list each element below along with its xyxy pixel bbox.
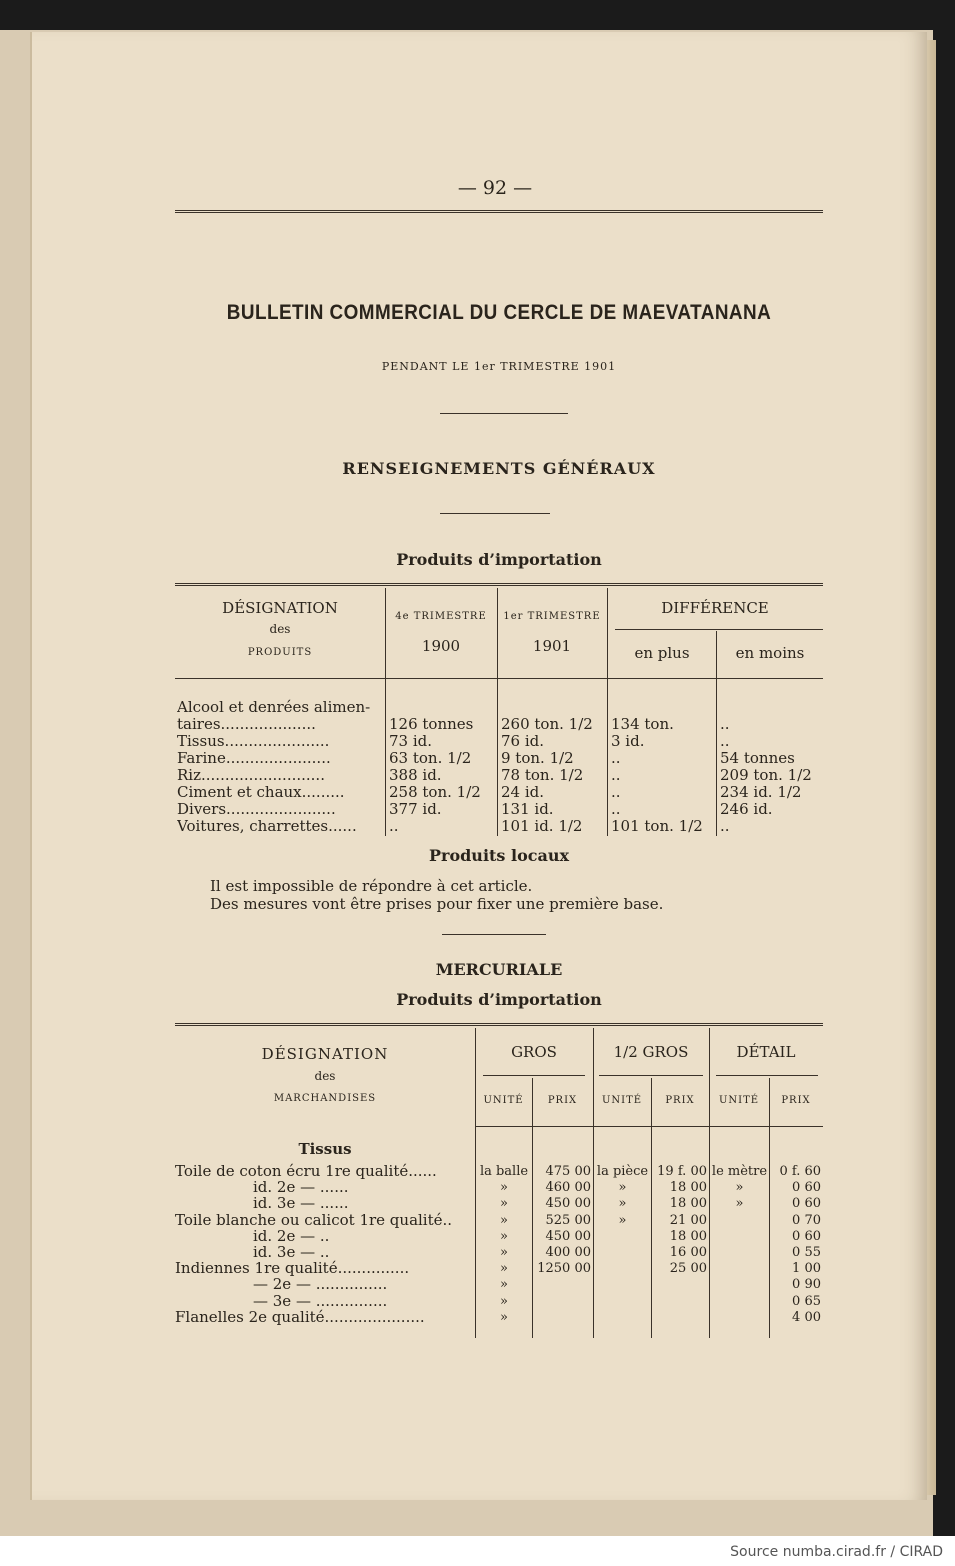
table-row — [175, 699, 823, 716]
table-row — [175, 1195, 823, 1212]
cell-q1: 24 id. — [501, 784, 545, 801]
header-difference: DIFFÉRENCE — [661, 599, 769, 617]
subheader-rule — [475, 1126, 823, 1127]
cell-plus: 101 ton. 1/2 — [611, 818, 703, 835]
scan-bottom-bar — [0, 1536, 955, 1566]
detail-underline — [716, 1075, 818, 1076]
cell-tu: le mètre — [711, 1164, 768, 1179]
cell-q1: 9 ton. 1/2 — [501, 750, 574, 767]
cell-moins: 209 ton. 1/2 — [720, 767, 812, 784]
header-prix: PRIX — [547, 1095, 578, 1106]
cell-dp: 19 f. 00 — [657, 1164, 707, 1179]
table-row — [175, 801, 823, 818]
cell-gu: la balle — [479, 1164, 529, 1179]
cell-gu: » — [500, 1212, 508, 1228]
header-q4: 4e TRIMESTRE — [395, 611, 487, 622]
cell-label: id. 3e — .. — [253, 1244, 330, 1261]
separator-rule — [442, 934, 546, 935]
local-heading: Produits locaux — [428, 846, 570, 865]
cell-tp: 1 00 — [792, 1261, 821, 1277]
cell-label: taires.................... — [177, 716, 316, 733]
header-q1-year: 1901 — [532, 637, 572, 655]
table-row — [175, 818, 823, 835]
table-row — [175, 1163, 823, 1180]
section-heading-general: RENSEIGNEMENTS GÉNÉRAUX — [342, 459, 656, 478]
table-row — [175, 1293, 823, 1310]
cell-label: Indiennes 1re qualité............... — [175, 1260, 410, 1278]
cell-tp: 0 60 — [792, 1180, 821, 1196]
cell-tp: 4 00 — [792, 1309, 821, 1325]
table-row — [175, 1212, 823, 1229]
cell-q4: 377 id. — [389, 801, 442, 818]
table-row — [175, 733, 823, 750]
scan-right-border — [933, 0, 955, 1566]
cell-moins: 246 id. — [720, 801, 773, 818]
table-row — [175, 750, 823, 767]
header-q1: 1er TRIMESTRE — [503, 611, 601, 622]
cell-q4: .. — [389, 818, 399, 835]
local-text-line-1: Il est impossible de répondre à cet article. — [210, 877, 533, 895]
cell-gp: 525 00 — [545, 1212, 591, 1228]
cell-dp: 18 00 — [669, 1180, 707, 1196]
cell-tp: 0 60 — [792, 1228, 821, 1244]
header-marchandises: MARCHANDISES — [273, 1093, 377, 1104]
cell-moins: 54 tonnes — [720, 750, 795, 767]
page-number: — 92 — — [457, 177, 533, 199]
cell-plus: .. — [611, 750, 621, 767]
header-q4-year: 1900 — [421, 637, 461, 655]
cell-tp: 0 f. 60 — [779, 1164, 821, 1179]
header-bottom-rule — [175, 678, 823, 679]
cell-label: Toile de coton écru 1re qualité...... — [175, 1163, 437, 1180]
cell-dp: 21 00 — [669, 1212, 707, 1228]
header-unite: UNITÉ — [601, 1095, 643, 1106]
table-row — [175, 784, 823, 801]
cell-tp: 0 55 — [792, 1245, 821, 1260]
header-des-2: des — [314, 1069, 336, 1083]
cell-label: — 3e — ............... — [253, 1292, 388, 1310]
cell-dp: 16 00 — [669, 1245, 707, 1260]
cell-gp: 460 00 — [545, 1180, 591, 1196]
cell-dp: 18 00 — [669, 1196, 707, 1212]
header-des: des — [269, 622, 291, 636]
cell-gp: 450 00 — [545, 1196, 591, 1212]
cell-gu: » — [500, 1196, 508, 1212]
header-demi-gros: 1/2 GROS — [613, 1043, 689, 1061]
table-row — [175, 716, 823, 733]
cell-q1: 131 id. — [501, 801, 554, 818]
difference-underline — [615, 629, 823, 630]
bulletin-subtitle: PENDANT LE 1er TRIMESTRE 1901 — [381, 360, 617, 373]
table-row — [175, 767, 823, 784]
header-designation: DÉSIGNATION — [222, 599, 338, 617]
cell-label: Flanelles 2e qualité..................... — [175, 1308, 425, 1326]
cell-label: id. 3e — ...... — [253, 1195, 349, 1213]
table-top-rule — [175, 1023, 823, 1026]
group-heading-tissus: Tissus — [298, 1140, 352, 1158]
bleed-through-header — [230, 242, 234, 259]
import-heading: Produits d’importation — [396, 550, 602, 569]
cell-gu: » — [500, 1277, 508, 1293]
header-produits: PRODUITS — [247, 647, 313, 658]
cell-moins: .. — [720, 716, 730, 733]
table-row — [175, 1228, 823, 1245]
cell-q1: 76 id. — [501, 733, 545, 750]
cell-gu: » — [500, 1245, 508, 1260]
header-detail: DÉTAIL — [736, 1043, 796, 1061]
source-credit: Source numba.cirad.fr / CIRAD — [730, 1544, 943, 1560]
local-text — [210, 877, 810, 913]
cell-gu: » — [500, 1261, 508, 1277]
cell-label: id. 2e — .. — [253, 1227, 330, 1245]
cell-tu: » — [735, 1180, 744, 1196]
cell-label: Ciment et chaux......... — [177, 784, 345, 801]
cell-label: Divers....................... — [177, 801, 336, 818]
table-row — [175, 1244, 823, 1261]
cell-plus: 3 id. — [611, 733, 645, 750]
separator-rule — [440, 513, 550, 514]
table-row — [175, 1309, 823, 1326]
cell-tp: 0 90 — [792, 1277, 821, 1293]
header-unite: UNITÉ — [483, 1095, 524, 1106]
table-top-rule — [175, 583, 823, 586]
cell-du: la pièce — [596, 1164, 649, 1179]
mercuriale-table — [175, 1023, 823, 1343]
cell-q1: 260 ton. 1/2 — [501, 716, 593, 733]
cell-q1: 78 ton. 1/2 — [501, 767, 584, 784]
cell-q4: 73 id. — [389, 733, 433, 750]
cell-gp: 475 00 — [545, 1164, 591, 1179]
header-prix: PRIX — [665, 1095, 695, 1106]
table-row — [175, 1260, 823, 1277]
cell-label: Riz.......................... — [177, 767, 325, 784]
cell-q4: 388 id. — [389, 767, 442, 784]
cell-gu: » — [500, 1228, 508, 1244]
cell-gu: » — [500, 1309, 508, 1325]
separator-rule — [440, 413, 568, 414]
cell-label: id. 2e — ...... — [253, 1179, 349, 1197]
cell-plus: 134 ton. — [611, 716, 674, 733]
cell-moins: .. — [720, 733, 730, 750]
cell-plus: .. — [611, 767, 621, 784]
cell-label: Farine...................... — [177, 750, 331, 767]
cell-plus: .. — [611, 784, 621, 801]
cell-dp: 25 00 — [669, 1261, 707, 1277]
header-unite: UNITÉ — [718, 1095, 760, 1106]
cell-q4: 63 ton. 1/2 — [389, 750, 472, 767]
cell-label: Voitures, charrettes...... — [177, 818, 357, 835]
mercuriale-heading: MERCURIALE — [435, 960, 563, 979]
cell-du: » — [618, 1180, 627, 1196]
cell-tp: 0 65 — [792, 1293, 821, 1309]
gros-underline — [483, 1075, 585, 1076]
cell-label: Alcool et denrées alimen- — [177, 699, 371, 716]
cell-moins: 234 id. 1/2 — [720, 784, 802, 801]
cell-gp: 450 00 — [545, 1228, 591, 1244]
table-row — [175, 1276, 823, 1293]
cell-q1: 101 id. 1/2 — [501, 818, 583, 835]
cell-tp: 0 60 — [792, 1196, 821, 1212]
header-gros: GROS — [511, 1043, 557, 1061]
demi-gros-underline — [599, 1075, 703, 1076]
header-en-moins: en moins — [735, 644, 805, 662]
header-designation-2: DÉSIGNATION — [261, 1045, 389, 1063]
table-row — [175, 1179, 823, 1196]
cell-du: » — [618, 1196, 627, 1212]
header-prix: PRIX — [781, 1095, 811, 1106]
bulletin-title: BULLETIN COMMERCIAL DU CERCLE DE MAEVATANANA — [226, 301, 772, 324]
import-table — [175, 583, 823, 838]
header-en-plus: en plus — [634, 644, 690, 662]
cell-gu: » — [500, 1293, 508, 1309]
import-heading-2: Produits d’importation — [396, 990, 602, 1009]
local-text-line-2: Des mesures vont être prises pour fixer une première base. — [210, 895, 664, 913]
cell-gu: » — [500, 1180, 508, 1196]
cell-label: — 2e — ............... — [253, 1276, 388, 1294]
top-rule — [175, 210, 823, 213]
scan-top-border — [0, 0, 955, 30]
cell-du: » — [618, 1212, 627, 1228]
cell-plus: .. — [611, 801, 621, 818]
cell-gp: 1250 00 — [537, 1261, 591, 1277]
cell-q4: 126 tonnes — [389, 716, 474, 733]
cell-dp: 18 00 — [669, 1228, 707, 1244]
cell-tu: » — [735, 1196, 744, 1212]
cell-label: Toile blanche ou calicot 1re qualité.. — [175, 1211, 453, 1229]
cell-moins: .. — [720, 818, 730, 835]
cell-tp: 0 70 — [792, 1212, 821, 1228]
cell-gp: 400 00 — [545, 1245, 591, 1260]
cell-q4: 258 ton. 1/2 — [389, 784, 481, 801]
cell-label: Tissus...................... — [177, 733, 330, 750]
